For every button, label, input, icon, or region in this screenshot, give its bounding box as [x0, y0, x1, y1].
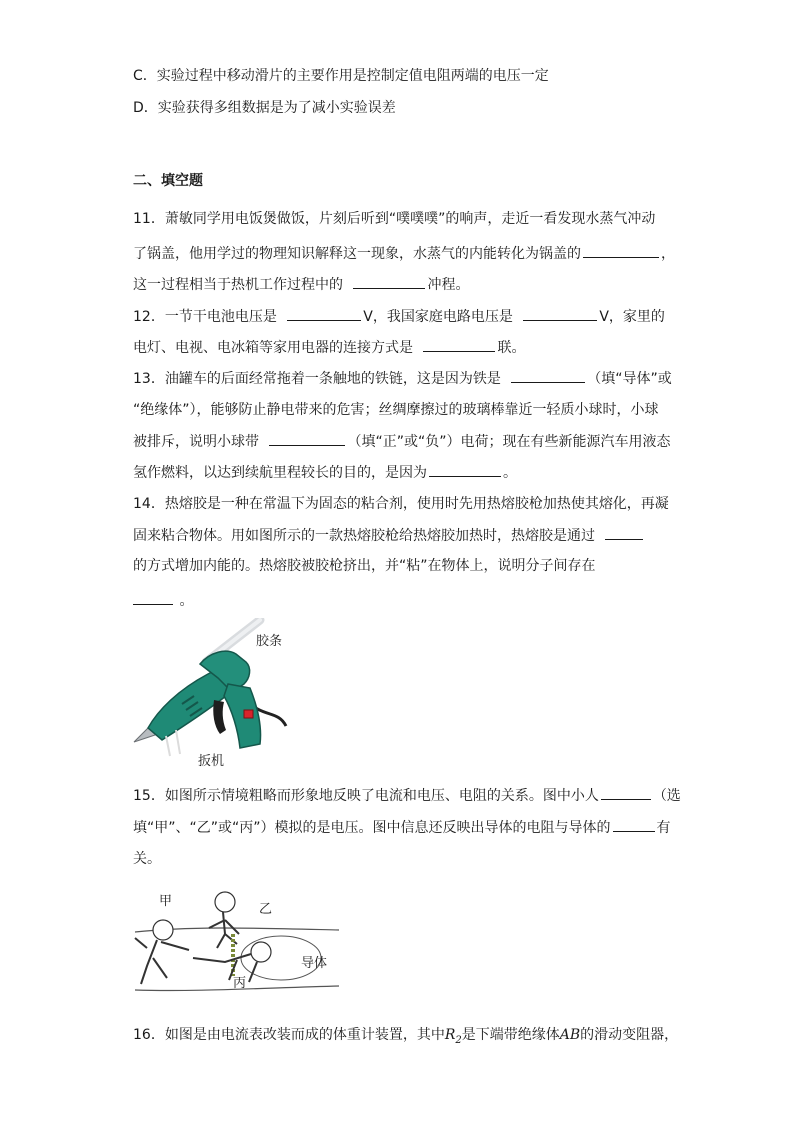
q16-text-a: 16．如图是由电流表改装而成的体重计装置，其中 [133, 1027, 445, 1043]
option-c: C．实验过程中移动滑片的主要作用是控制定值电阻两端的电压一定 [133, 68, 549, 84]
section-heading: 二、填空题 [133, 173, 203, 189]
q14-line4 [133, 590, 193, 611]
q14-text-b: 。 [179, 593, 194, 609]
q13-line1 [133, 368, 672, 389]
q11-line1: 11．萧敏同学用电饭煲做饭，片刻后听到“噗噗噗”的响声，走近一看发现水蒸气冲动 [133, 211, 656, 227]
q13-blank-1[interactable] [511, 368, 585, 383]
q13-text-b: （填“导体”或 [587, 371, 672, 387]
q13-line2: “绝缘体”），能够防止静电带来的危害；丝绸摩擦过的玻璃棒靠近一轻质小球时，小球 [133, 402, 659, 418]
q12-text-a: 12．一节干电池电压是 [133, 309, 277, 325]
glue-gun-figure [128, 618, 298, 768]
q12-blank-3[interactable] [423, 337, 495, 352]
q13-text-a: 13．油罐车的后面经常拖着一条触地的铁链，这是因为铁是 [133, 371, 501, 387]
q13-blank-2[interactable] [269, 431, 345, 446]
q15-text-c: 填“甲”、“乙”或“丙”）模拟的是电压。图中信息还反映出导体的电阻与导体的 [133, 820, 611, 836]
q11-line2 [133, 243, 675, 264]
q11-text-c: 这一过程相当于热机工作过程中的 [133, 277, 343, 293]
q12-blank-2[interactable] [523, 306, 597, 321]
q14-blank-2[interactable] [133, 590, 173, 605]
current-voltage-figure [133, 888, 343, 996]
q15-line3: 关。 [133, 851, 161, 867]
label-jia: 甲 [159, 894, 173, 909]
q13-text-f: 。 [503, 465, 517, 481]
trigger-label: 扳机 [198, 754, 225, 769]
q15-line2 [133, 817, 671, 838]
q14-line2 [133, 525, 645, 546]
q13-text-c: 被排斥，说明小球带 [133, 434, 259, 450]
q12-text-d: 电灯、电视、电冰箱等家用电器的连接方式是 [133, 340, 413, 356]
q15-text-b: （选 [652, 788, 681, 804]
q11-text-d: 冲程。 [427, 277, 470, 293]
q15-blank-2[interactable] [613, 817, 655, 832]
q12-text-e: 联。 [497, 340, 526, 356]
glue-strip-label: 胶条 [256, 634, 283, 649]
q16-text-b: 是下端带绝缘体 [461, 1027, 560, 1043]
q12-text-c: V，家里的 [599, 309, 665, 325]
q15-line1 [133, 785, 681, 806]
r2-symbol: $R_2$ [444, 1027, 462, 1046]
ab-symbol: AB [559, 1027, 581, 1043]
q15-text-d: 有 [656, 820, 671, 836]
q12-line1 [133, 306, 665, 327]
q15-text-a: 15．如图所示情境粗略而形象地反映了电流和电压、电阻的关系。图中小人 [133, 788, 599, 804]
q11-blank-1[interactable] [583, 243, 659, 258]
q11-line3 [133, 274, 469, 295]
q14-line1: 14．热熔胶是一种在常温下为固态的粘合剂，使用时先用热熔胶枪加热使其熔化，再凝 [133, 496, 669, 512]
label-conductor: 导体 [301, 956, 328, 971]
q16-text-c: 的滑动变阻器， [580, 1027, 679, 1043]
q12-blank-1[interactable] [287, 306, 361, 321]
q14-text-a: 固来粘合物体。用如图所示的一款热熔胶枪给热熔胶加热时，热熔胶是通过 [133, 528, 595, 544]
q12-line2 [133, 337, 525, 358]
q11-text-a: 了锅盖，他用学过的物理知识解释这一现象，水蒸气的内能转化为锅盖的 [133, 246, 581, 262]
q11-blank-2[interactable] [353, 274, 425, 289]
label-bing: 丙 [233, 976, 247, 991]
q13-line3 [133, 431, 670, 452]
q14-line3: 的方式增加内能的。热熔胶被胶枪挤出，并“粘”在物体上，说明分子间存在 [133, 558, 596, 574]
q13-text-e: 氢作燃料，以达到续航里程较长的目的，是因为 [133, 465, 427, 481]
option-d: D．实验获得多组数据是为了减小实验误差 [133, 100, 396, 116]
q13-line4 [133, 462, 517, 483]
q14-blank-1[interactable] [605, 525, 643, 540]
q15-blank-1[interactable] [601, 785, 651, 800]
q12-text-b: V，我国家庭电路电压是 [363, 309, 513, 325]
q13-blank-3[interactable] [429, 462, 501, 477]
q16-line1 [133, 1025, 678, 1051]
label-yi: 乙 [259, 902, 273, 917]
q11-text-b: ， [661, 246, 675, 262]
q13-text-d: （填“正”或“负”）电荷；现在有些新能源汽车用液态 [347, 434, 671, 450]
